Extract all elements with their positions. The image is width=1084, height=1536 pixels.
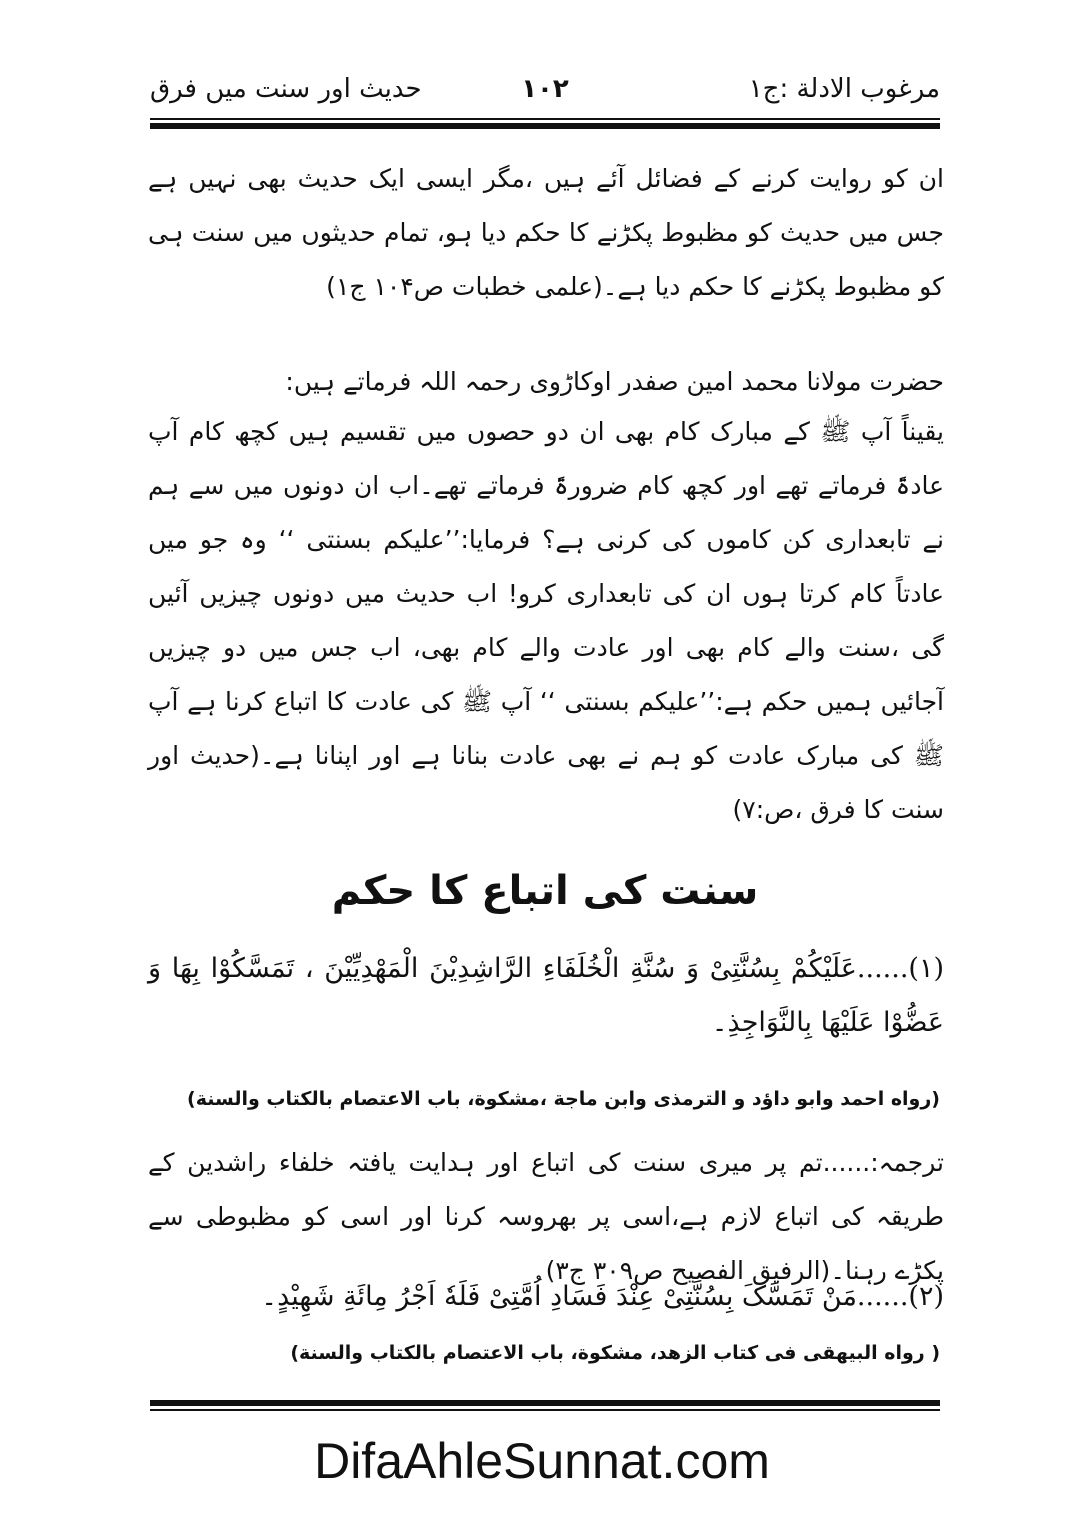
site-watermark: DifaAhleSunnat.com xyxy=(314,1433,770,1489)
paragraph-attribution: حضرت مولانا محمد امین صفدر اوکاڑوی رحمہ اللہ فرماتے ہیں: xyxy=(285,367,944,396)
hadith-1-text: (۱)......عَلَیْکُمْ بِسُنَّتِیْ وَ سُنَّةِ الْخُلَفَاءِ الرَّاشِدِیْنَ الْمَهْدِیِّیْنَ ، تَمَسَّکُوْا بِهَا وَ عَضُّوْا عَلَیْهَا بِالنَّوَاجِذِ۔ xyxy=(148,953,944,1038)
hadith-2-reference: ( رواه البیهقی فی کتاب الزهد، مشکوة، باب الاعتصام بالکتاب والسنة) xyxy=(290,1342,940,1364)
book-title: مرغوب الادلة :ج۱ xyxy=(748,74,940,104)
footer-rule-thin xyxy=(150,1409,940,1411)
section-heading: سنت کی اتباع کا حکم xyxy=(331,868,759,914)
footer-rule-thick xyxy=(150,1400,940,1406)
hadith-2-text: (۲)......مَنْ تَمَسَّکَ بِسُنَّتِیْ عِنْدَ فَسَادِ اُمَّتِیْ فَلَهٗ اَجْرُ مِائَةِ شَهِیْدٍ۔ xyxy=(261,1281,944,1312)
hadith-1-translation: ترجمہ:......تم پر میری سنت کی اتباع اور ہدایت یافتہ خلفاء راشدین کے طریقہ کی اتباع لازم ہے،اسی پر بھروسہ کرنا اور اسی کو مظبوطی سے پکڑے رہنا۔(الرفیق الفصیح ص۳۰۹ ج۳) xyxy=(148,1148,944,1285)
header-rule xyxy=(150,118,940,129)
page-number: ۱۰۲ xyxy=(521,74,569,104)
header-rule-thick xyxy=(150,123,940,129)
hadith-1-reference: (رواه احمد وابو داؤد و الترمذی وابن ماجة ،مشکوة، باب الاعتصام بالکتاب والسنة) xyxy=(187,1088,940,1110)
paragraph-quote: یقیناً آپ ﷺ کے مبارک کام بھی ان دو حصوں میں تقسیم ہیں کچھ کام آپ عادۃً فرماتے تھے اور کچھ کام ضرورۃً فرماتے تھے۔اب ان دونوں میں سے ہم نے تابعداری کن کاموں کی کرنی ہے؟ فرمایا:’’علیکم بسنتی ‘‘ وہ جو میں عادتاً کام کرتا ہوں ان کی تابعداری کرو! اب حدیث میں دونوں چیزیں آئیں گی ،سنت والے کام بھی اور عادت والے کام بھی، اب جس میں دو چیزیں آجائیں ہمیں حکم ہے:’’علیکم بسنتی ‘‘ آپ ﷺ کی عادت کا اتباع کرنا ہے آپ ﷺ کی مبارک عادت کو ہم نے بھی عادت بنانا ہے اور اپنانا ہے۔(حدیث اور سنت کا فرق ،ص:۷) xyxy=(148,417,944,824)
chapter-title: حدیث اور سنت میں فرق xyxy=(150,74,422,104)
footer-rule xyxy=(150,1400,940,1411)
header-rule-thin xyxy=(150,118,940,120)
running-header xyxy=(150,72,940,112)
paragraph-intro: ان کو روایت کرنے کے فضائل آئے ہیں ،مگر ایسی ایک حدیث بھی نہیں ہے جس میں حدیث کو مظبوط پکڑنے کا حکم دیا ہو، تمام حدیثوں میں سنت ہی کو مظبوط پکڑنے کا حکم دیا ہے۔(علمی خطبات ص۱۰۴ ج۱) xyxy=(148,164,944,301)
